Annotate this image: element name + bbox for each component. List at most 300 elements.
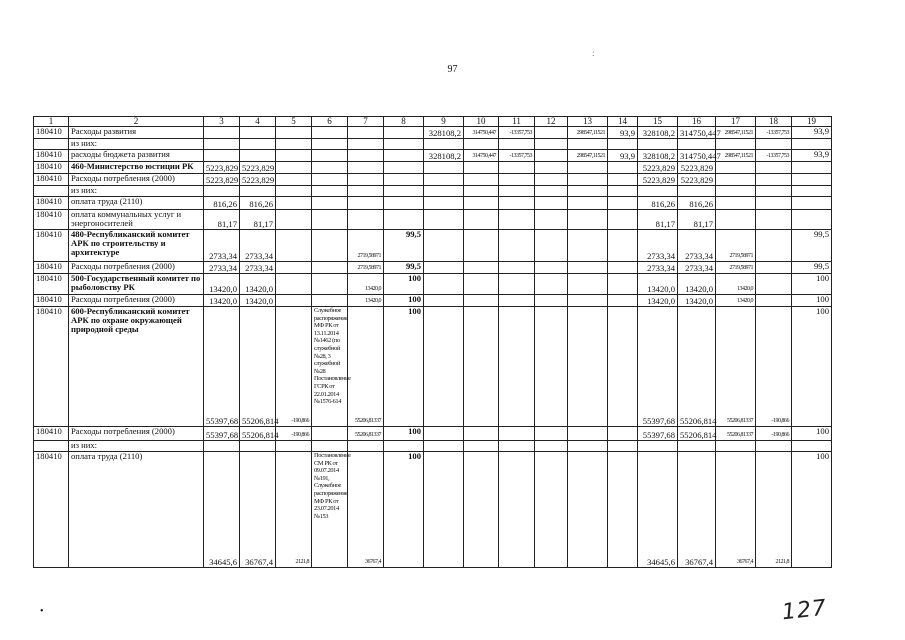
value-cell (499, 230, 535, 262)
value-cell (792, 162, 832, 174)
value-cell: 36767,4 (678, 452, 716, 568)
value-cell (608, 197, 638, 210)
value-cell: 816,26 (204, 197, 240, 210)
value-cell (678, 139, 716, 150)
name-cell: Расходы потребления (2000) (69, 427, 204, 441)
value-cell (792, 186, 832, 197)
value-cell (424, 274, 464, 295)
value-cell: -13357,753 (499, 127, 535, 139)
value-cell: 298547,11521 (568, 127, 608, 139)
table-row (34, 174, 832, 186)
value-cell: 13420,0 (348, 295, 384, 307)
name-cell: Расходы потребления (2000) (69, 174, 204, 186)
value-cell: 13420,0 (240, 295, 276, 307)
note-cell (312, 262, 348, 274)
table-row (34, 150, 832, 162)
value-cell (608, 452, 638, 568)
value-cell (464, 262, 499, 274)
value-cell: 298547,11521 (716, 127, 756, 139)
value-cell (276, 186, 312, 197)
value-cell: 100 (792, 274, 832, 295)
value-cell: -190,866 (756, 427, 792, 441)
value-cell (535, 274, 568, 295)
value-cell: -13357,753 (756, 150, 792, 162)
note-cell (312, 197, 348, 210)
table-row (34, 127, 832, 139)
value-cell: 2719,58971 (348, 230, 384, 262)
value-cell (568, 162, 608, 174)
table-row (34, 162, 832, 174)
value-cell (608, 427, 638, 441)
value-cell (716, 162, 756, 174)
value-cell (240, 139, 276, 150)
value-cell (276, 162, 312, 174)
value-cell: 13420,0 (716, 274, 756, 295)
value-cell: 2733,34 (638, 262, 678, 274)
value-cell: 99,5 (792, 262, 832, 274)
code-cell: 180410 (34, 230, 69, 262)
value-cell (716, 210, 756, 230)
value-cell: 5223,829 (638, 162, 678, 174)
value-cell (464, 230, 499, 262)
value-cell (608, 441, 638, 452)
value-cell (608, 139, 638, 150)
value-cell: 55206,814 (678, 427, 716, 441)
value-cell (535, 210, 568, 230)
value-cell: 328108,2 (424, 150, 464, 162)
table-row (34, 186, 832, 197)
value-cell (424, 186, 464, 197)
value-cell (348, 150, 384, 162)
header-cell: 4 (240, 117, 276, 127)
value-cell (535, 139, 568, 150)
value-cell: 816,26 (678, 197, 716, 210)
note-cell (312, 441, 348, 452)
value-cell (535, 295, 568, 307)
table-row (34, 441, 832, 452)
handwritten-number: 127 (780, 595, 829, 626)
budget-table (33, 116, 832, 568)
value-cell (204, 186, 240, 197)
value-cell: 816,26 (638, 197, 678, 210)
value-cell (276, 262, 312, 274)
value-cell (276, 230, 312, 262)
value-cell: 100 (792, 307, 832, 427)
value-cell (424, 197, 464, 210)
note-cell (312, 274, 348, 295)
header-cell: 12 (535, 117, 568, 127)
code-cell: 180410 (34, 295, 69, 307)
value-cell: 55206,81337 (716, 307, 756, 427)
code-cell: 180410 (34, 307, 69, 427)
value-cell (756, 197, 792, 210)
table-row (34, 197, 832, 210)
value-cell (384, 127, 424, 139)
value-cell: 314750,447 (464, 150, 499, 162)
value-cell (424, 162, 464, 174)
value-cell (464, 274, 499, 295)
value-cell (348, 186, 384, 197)
value-cell: 13420,0 (638, 274, 678, 295)
value-cell (608, 230, 638, 262)
value-cell (716, 186, 756, 197)
value-cell: 34645,6 (204, 452, 240, 568)
value-cell (568, 262, 608, 274)
value-cell (792, 441, 832, 452)
value-cell (608, 274, 638, 295)
table-row (34, 139, 832, 150)
value-cell (535, 427, 568, 441)
value-cell (499, 295, 535, 307)
value-cell: 2733,34 (638, 230, 678, 262)
name-cell: оплата коммунальных услуг и энергоносителей (69, 210, 204, 230)
value-cell: 2719,58971 (716, 262, 756, 274)
value-cell (464, 307, 499, 427)
value-cell (464, 427, 499, 441)
name-cell: Расходы потребления (2000) (69, 295, 204, 307)
value-cell (608, 262, 638, 274)
value-cell: 5223,829 (240, 162, 276, 174)
name-cell: расходы бюджета развития (69, 150, 204, 162)
value-cell (499, 186, 535, 197)
value-cell (348, 441, 384, 452)
value-cell (424, 441, 464, 452)
value-cell (608, 210, 638, 230)
value-cell: 5223,829 (204, 174, 240, 186)
value-cell: 99,5 (792, 230, 832, 262)
value-cell: 2719,58971 (716, 230, 756, 262)
bottom-mark: • (40, 606, 44, 617)
value-cell (499, 162, 535, 174)
value-cell (384, 186, 424, 197)
value-cell (276, 274, 312, 295)
value-cell: 55206,81337 (348, 307, 384, 427)
value-cell (424, 230, 464, 262)
value-cell: 100 (384, 274, 424, 295)
value-cell: 13420,0 (204, 274, 240, 295)
value-cell: 328108,2 (638, 127, 678, 139)
top-mark: : (592, 48, 595, 58)
code-cell: 180410 (34, 162, 69, 174)
value-cell (424, 295, 464, 307)
value-cell (348, 197, 384, 210)
value-cell: 2733,34 (240, 230, 276, 262)
value-cell (204, 441, 240, 452)
name-cell: из них: (69, 441, 204, 452)
value-cell (568, 174, 608, 186)
value-cell (792, 174, 832, 186)
value-cell (716, 441, 756, 452)
value-cell (608, 186, 638, 197)
header-cell: 18 (756, 117, 792, 127)
value-cell: -190,866 (756, 307, 792, 427)
value-cell (499, 197, 535, 210)
value-cell (756, 139, 792, 150)
value-cell: 2733,34 (204, 230, 240, 262)
value-cell (464, 295, 499, 307)
value-cell (384, 210, 424, 230)
note-cell (312, 174, 348, 186)
value-cell: 2733,34 (678, 262, 716, 274)
value-cell (535, 150, 568, 162)
value-cell: 100 (384, 427, 424, 441)
value-cell: 13420,0 (348, 274, 384, 295)
value-cell (204, 127, 240, 139)
header-cell: 7 (348, 117, 384, 127)
value-cell (276, 139, 312, 150)
value-cell (424, 210, 464, 230)
value-cell (499, 274, 535, 295)
value-cell (568, 307, 608, 427)
value-cell (535, 174, 568, 186)
header-cell: 2 (69, 117, 204, 127)
value-cell: 2121,8 (276, 452, 312, 568)
value-cell (535, 230, 568, 262)
note-cell: Постановление СМ РК от 09.07.2014 №191, Служебное распоряжение МФ РК от 23.07.2014 №153 (312, 452, 348, 568)
value-cell (464, 210, 499, 230)
value-cell (384, 162, 424, 174)
header-cell: 5 (276, 117, 312, 127)
value-cell (678, 186, 716, 197)
value-cell (499, 139, 535, 150)
value-cell: 298547,11521 (716, 150, 756, 162)
value-cell: 93,9 (792, 150, 832, 162)
name-cell: оплата труда (2110) (69, 197, 204, 210)
header-cell: 16 (678, 117, 716, 127)
name-cell: 600-Республиканский комитет АРК по охране окружающей природной среды (69, 307, 204, 427)
table-row (34, 452, 832, 568)
code-cell: 180410 (34, 452, 69, 568)
value-cell: 36767,4 (348, 452, 384, 568)
note-cell (312, 162, 348, 174)
value-cell: 2733,34 (204, 262, 240, 274)
name-cell: 480-Республиканский комитет АРК по строительству и архитектуре (69, 230, 204, 262)
value-cell (756, 262, 792, 274)
value-cell (568, 210, 608, 230)
header-cell: 8 (384, 117, 424, 127)
value-cell (276, 197, 312, 210)
page-number: 97 (447, 64, 458, 75)
value-cell (464, 441, 499, 452)
value-cell: -13357,753 (756, 127, 792, 139)
name-cell: 500-Государственный комитет по рыболовству РК (69, 274, 204, 295)
value-cell: 314750,447 (678, 150, 716, 162)
code-cell: 180410 (34, 427, 69, 441)
value-cell: 36767,4 (240, 452, 276, 568)
table-row (34, 295, 832, 307)
value-cell: 55206,814 (240, 307, 276, 427)
value-cell: 100 (384, 307, 424, 427)
value-cell: 34645,6 (638, 452, 678, 568)
value-cell (424, 427, 464, 441)
header-cell: 9 (424, 117, 464, 127)
value-cell (348, 162, 384, 174)
value-cell: 13420,0 (204, 295, 240, 307)
code-cell: 180410 (34, 127, 69, 139)
value-cell (568, 197, 608, 210)
value-cell (756, 230, 792, 262)
note-cell (312, 186, 348, 197)
value-cell (638, 441, 678, 452)
value-cell (499, 210, 535, 230)
value-cell (568, 427, 608, 441)
value-cell: 314750,447 (464, 127, 499, 139)
value-cell (499, 452, 535, 568)
value-cell (535, 162, 568, 174)
value-cell: 13420,0 (716, 295, 756, 307)
code-cell (34, 441, 69, 452)
value-cell (716, 174, 756, 186)
header-cell: 15 (638, 117, 678, 127)
value-cell: 5223,829 (204, 162, 240, 174)
value-cell: 100 (792, 427, 832, 441)
value-cell (348, 127, 384, 139)
header-cell: 13 (568, 117, 608, 127)
note-cell (312, 210, 348, 230)
value-cell (535, 186, 568, 197)
value-cell (756, 210, 792, 230)
value-cell (276, 441, 312, 452)
value-cell (276, 150, 312, 162)
note-cell (312, 295, 348, 307)
value-cell (240, 127, 276, 139)
value-cell: 13420,0 (638, 295, 678, 307)
value-cell (276, 174, 312, 186)
value-cell: 5223,829 (638, 174, 678, 186)
value-cell (756, 274, 792, 295)
name-cell: из них: (69, 139, 204, 150)
code-cell: 180410 (34, 174, 69, 186)
name-cell: 460-Министерство юстиции РК (69, 162, 204, 174)
name-cell: оплата труда (2110) (69, 452, 204, 568)
value-cell (608, 307, 638, 427)
value-cell (568, 452, 608, 568)
value-cell: 81,17 (638, 210, 678, 230)
value-cell (678, 441, 716, 452)
value-cell: 100 (384, 295, 424, 307)
value-cell: 328108,2 (424, 127, 464, 139)
value-cell (464, 174, 499, 186)
header-row (34, 117, 832, 127)
value-cell (464, 162, 499, 174)
value-cell (535, 441, 568, 452)
value-cell: -190,866 (276, 307, 312, 427)
value-cell: 55397,68 (204, 307, 240, 427)
value-cell (756, 295, 792, 307)
code-cell: 180410 (34, 210, 69, 230)
value-cell (240, 186, 276, 197)
value-cell (535, 452, 568, 568)
value-cell: 100 (792, 295, 832, 307)
value-cell: 99,5 (384, 262, 424, 274)
value-cell (756, 162, 792, 174)
value-cell (240, 441, 276, 452)
value-cell (568, 139, 608, 150)
table-row (34, 274, 832, 295)
value-cell (568, 295, 608, 307)
value-cell (756, 174, 792, 186)
value-cell: 81,17 (240, 210, 276, 230)
value-cell (276, 295, 312, 307)
header-cell: 6 (312, 117, 348, 127)
code-cell (34, 186, 69, 197)
value-cell (499, 441, 535, 452)
value-cell: 2121,8 (756, 452, 792, 568)
value-cell: 5223,829 (240, 174, 276, 186)
value-cell: 2733,34 (240, 262, 276, 274)
note-cell: Служебное распоряжение МФ РК от 13.11.2014 №1462 (по служебной №28, 3 служебной №28 Постановление ГСРК от 22.01.2014 №1576-614 (312, 307, 348, 427)
value-cell: -13357,753 (499, 150, 535, 162)
value-cell: 81,17 (678, 210, 716, 230)
header-cell: 14 (608, 117, 638, 127)
value-cell (424, 452, 464, 568)
name-cell: Расходы развития (69, 127, 204, 139)
value-cell: 93,9 (608, 127, 638, 139)
value-cell: 328108,2 (638, 150, 678, 162)
note-cell (312, 127, 348, 139)
value-cell (464, 197, 499, 210)
value-cell: 314750,447 (678, 127, 716, 139)
table-row (34, 427, 832, 441)
value-cell: 816,26 (240, 197, 276, 210)
header-cell: 17 (716, 117, 756, 127)
value-cell: 298547,11521 (568, 150, 608, 162)
value-cell: 2719,58971 (348, 262, 384, 274)
value-cell (756, 441, 792, 452)
value-cell (568, 230, 608, 262)
value-cell (499, 174, 535, 186)
value-cell: 5223,829 (678, 162, 716, 174)
note-cell (312, 139, 348, 150)
value-cell: 5223,829 (678, 174, 716, 186)
value-cell (464, 452, 499, 568)
value-cell (716, 197, 756, 210)
value-cell: 100 (384, 452, 424, 568)
value-cell: 13420,0 (678, 295, 716, 307)
value-cell (424, 262, 464, 274)
value-cell (204, 150, 240, 162)
value-cell: 55206,814 (678, 307, 716, 427)
value-cell (499, 307, 535, 427)
value-cell: 81,17 (204, 210, 240, 230)
value-cell (348, 174, 384, 186)
code-cell (34, 139, 69, 150)
value-cell (638, 139, 678, 150)
value-cell: 55397,68 (638, 427, 678, 441)
header-cell: 19 (792, 117, 832, 127)
value-cell (608, 174, 638, 186)
table-row (34, 230, 832, 262)
value-cell: -190,866 (276, 427, 312, 441)
value-cell (792, 197, 832, 210)
value-cell (204, 139, 240, 150)
value-cell (716, 139, 756, 150)
value-cell (424, 174, 464, 186)
value-cell (535, 127, 568, 139)
table-row (34, 210, 832, 230)
value-cell: 55397,68 (638, 307, 678, 427)
note-cell (312, 427, 348, 441)
value-cell: 55206,81337 (716, 427, 756, 441)
value-cell (276, 127, 312, 139)
code-cell: 180410 (34, 274, 69, 295)
value-cell (756, 186, 792, 197)
value-cell (568, 274, 608, 295)
value-cell: 93,9 (792, 127, 832, 139)
value-cell (568, 441, 608, 452)
value-cell (424, 307, 464, 427)
value-cell: 55206,81337 (348, 427, 384, 441)
